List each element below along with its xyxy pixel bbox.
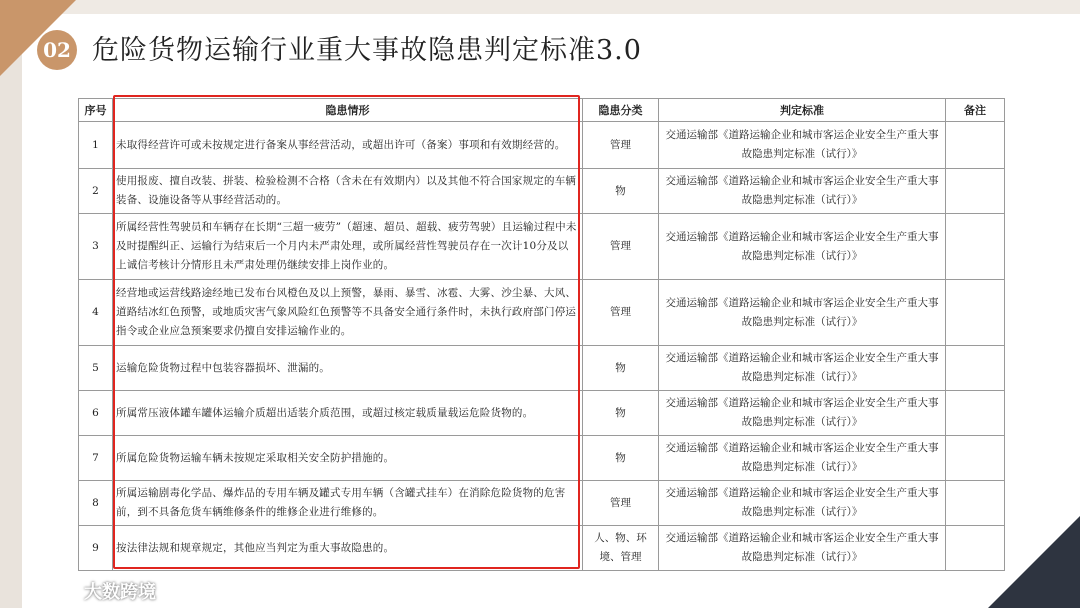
cell-hazard-situation: 所属经营性驾驶员和车辆存在长期“三超一疲劳”（超速、超员、超载、疲劳驾驶）且运输过程中未及时提醒纠正、运输行为结束后一个月内未严肃处理，或所属经营性驾驶员存在一次计10分及以上诚信考核计分情形且未严肃处理仍继续安排上岗作业的。 bbox=[113, 214, 583, 280]
cell-hazard-category: 物 bbox=[583, 436, 659, 481]
cell-serial-number: 9 bbox=[79, 526, 113, 571]
cell-serial-number: 7 bbox=[79, 436, 113, 481]
cell-hazard-situation: 所属危险货物运输车辆未按规定采取相关安全防护措施的。 bbox=[113, 436, 583, 481]
cell-judgment-standard: 交通运输部《道路运输企业和城市客运企业安全生产重大事故隐患判定标准（试行）》 bbox=[659, 214, 946, 280]
section-number-badge: 02 bbox=[37, 30, 77, 70]
cell-judgment-standard: 交通运输部《道路运输企业和城市客运企业安全生产重大事故隐患判定标准（试行）》 bbox=[659, 280, 946, 346]
cell-remarks bbox=[946, 481, 1005, 526]
cell-remarks bbox=[946, 391, 1005, 436]
table-row bbox=[79, 391, 1005, 436]
cell-remarks bbox=[946, 214, 1005, 280]
cell-judgment-standard: 交通运输部《道路运输企业和城市客运企业安全生产重大事故隐患判定标准（试行）》 bbox=[659, 122, 946, 169]
cell-hazard-situation: 经营地或运营线路途经地已发布台风橙色及以上预警，暴雨、暴雪、冰雹、大雾、沙尘暴、大风、道路结冰红色预警，或地质灾害气象风险红色预警等不具备安全通行条件时，未执行政府部门停运指令或企业应急预案要求仍擅自安排运输作业的。 bbox=[113, 280, 583, 346]
hazard-table bbox=[78, 98, 1005, 571]
table-row bbox=[79, 280, 1005, 346]
table-row bbox=[79, 481, 1005, 526]
cell-hazard-situation: 所属运输剧毒化学品、爆炸品的专用车辆及罐式专用车辆（含罐式挂车）在消除危险货物的危害前，到不具备危货车辆维修条件的维修企业进行维修的。 bbox=[113, 481, 583, 526]
brand-logo-icon bbox=[38, 581, 78, 601]
table-row bbox=[79, 169, 1005, 214]
cell-judgment-standard: 交通运输部《道路运输企业和城市客运企业安全生产重大事故隐患判定标准（试行）》 bbox=[659, 346, 946, 391]
cell-hazard-category: 物 bbox=[583, 391, 659, 436]
table-row bbox=[79, 122, 1005, 169]
header-hazard-situation: 隐患情形 bbox=[113, 99, 583, 122]
table-row bbox=[79, 346, 1005, 391]
cell-hazard-situation: 所属常压液体罐车罐体运输介质超出适装介质范围，或超过核定载质量载运危险货物的。 bbox=[113, 391, 583, 436]
cell-hazard-situation: 未取得经营许可或未按规定进行备案从事经营活动，或超出许可（备案）事项和有效期经营的。 bbox=[113, 122, 583, 169]
cell-hazard-situation: 按法律法规和规章规定，其他应当判定为重大事故隐患的。 bbox=[113, 526, 583, 571]
table-row bbox=[79, 436, 1005, 481]
cell-serial-number: 4 bbox=[79, 280, 113, 346]
cell-hazard-category: 物 bbox=[583, 346, 659, 391]
cell-serial-number: 2 bbox=[79, 169, 113, 214]
cell-hazard-category: 管理 bbox=[583, 481, 659, 526]
slide-title: 危险货物运输行业重大事故隐患判定标准3.0 bbox=[92, 35, 642, 66]
left-decor-strip bbox=[0, 0, 22, 608]
top-decor-strip bbox=[0, 0, 1080, 14]
cell-hazard-category: 管理 bbox=[583, 122, 659, 169]
header-hazard-category: 隐患分类 bbox=[583, 99, 659, 122]
cell-judgment-standard: 交通运输部《道路运输企业和城市客运企业安全生产重大事故隐患判定标准（试行）》 bbox=[659, 169, 946, 214]
header-serial-number: 序号 bbox=[79, 99, 113, 122]
cell-remarks bbox=[946, 122, 1005, 169]
header-judgment-standard: 判定标准 bbox=[659, 99, 946, 122]
cell-serial-number: 6 bbox=[79, 391, 113, 436]
cell-hazard-situation: 使用报废、擅自改装、拼装、检验检测不合格（含未在有效期内）以及其他不符合国家规定的车辆装备、设施设备等从事经营活动的。 bbox=[113, 169, 583, 214]
cell-serial-number: 3 bbox=[79, 214, 113, 280]
cell-remarks bbox=[946, 280, 1005, 346]
cell-serial-number: 5 bbox=[79, 346, 113, 391]
cell-serial-number: 1 bbox=[79, 122, 113, 169]
table-row bbox=[79, 214, 1005, 280]
cell-remarks bbox=[946, 436, 1005, 481]
cell-judgment-standard: 交通运输部《道路运输企业和城市客运企业安全生产重大事故隐患判定标准（试行）》 bbox=[659, 481, 946, 526]
cell-remarks bbox=[946, 526, 1005, 571]
cell-hazard-situation: 运输危险货物过程中包装容器损坏、泄漏的。 bbox=[113, 346, 583, 391]
cell-judgment-standard: 交通运输部《道路运输企业和城市客运企业安全生产重大事故隐患判定标准（试行）》 bbox=[659, 391, 946, 436]
cell-serial-number: 8 bbox=[79, 481, 113, 526]
cell-remarks bbox=[946, 169, 1005, 214]
watermark bbox=[38, 578, 156, 604]
cell-hazard-category: 管理 bbox=[583, 214, 659, 280]
table-row bbox=[79, 526, 1005, 571]
table-header-row bbox=[79, 99, 1005, 122]
watermark-text: 大数跨境 bbox=[84, 582, 156, 603]
header-remarks: 备注 bbox=[946, 99, 1005, 122]
cell-judgment-standard: 交通运输部《道路运输企业和城市客运企业安全生产重大事故隐患判定标准（试行）》 bbox=[659, 526, 946, 571]
cell-judgment-standard: 交通运输部《道路运输企业和城市客运企业安全生产重大事故隐患判定标准（试行）》 bbox=[659, 436, 946, 481]
cell-hazard-category: 人、物、环境、管理 bbox=[583, 526, 659, 571]
cell-remarks bbox=[946, 346, 1005, 391]
cell-hazard-category: 物 bbox=[583, 169, 659, 214]
cell-hazard-category: 管理 bbox=[583, 280, 659, 346]
